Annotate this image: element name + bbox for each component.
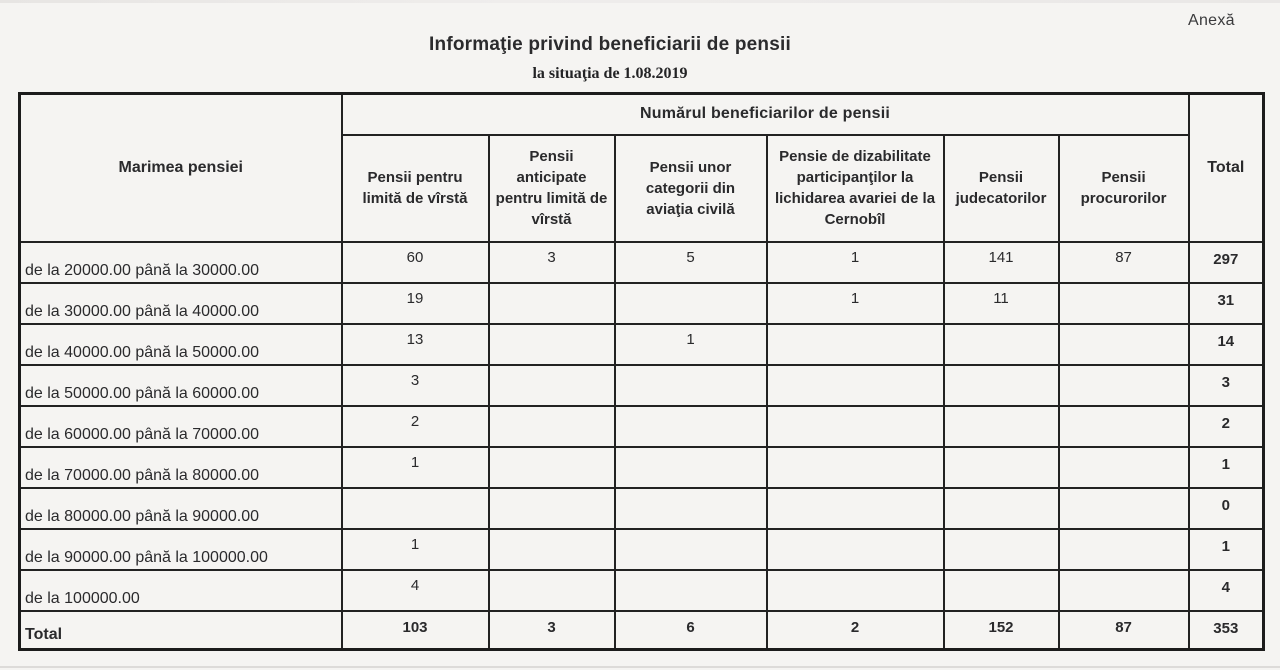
- value-cell-1: [489, 283, 615, 324]
- value-cell-1: 3: [489, 611, 615, 650]
- value-cell-0: 2: [342, 406, 489, 447]
- table-total-row: [20, 611, 1264, 650]
- row-total-cell: 353: [1189, 611, 1264, 650]
- value-cell-5: [1059, 324, 1189, 365]
- table-row: [20, 283, 1264, 324]
- value-cell-5: 87: [1059, 242, 1189, 283]
- table-row: [20, 406, 1264, 447]
- column-header-4: Pensii judecatorilor: [944, 135, 1059, 242]
- group-header-beneficiaries: Numărul beneficiarilor de pensii: [342, 94, 1189, 135]
- title-block: [0, 34, 1220, 83]
- value-cell-2: 5: [615, 242, 767, 283]
- value-cell-4: [944, 529, 1059, 570]
- value-cell-2: [615, 488, 767, 529]
- row-label-cell: de la 50000.00 până la 60000.00: [20, 365, 342, 406]
- value-cell-5: [1059, 570, 1189, 611]
- value-cell-2: [615, 283, 767, 324]
- row-total-cell: 2: [1189, 406, 1264, 447]
- row-label-cell: de la 90000.00 până la 100000.00: [20, 529, 342, 570]
- value-cell-1: [489, 324, 615, 365]
- value-cell-3: [767, 447, 944, 488]
- table-row: [20, 447, 1264, 488]
- column-header-0: Pensii pentru limită de vîrstă: [342, 135, 489, 242]
- value-cell-4: 141: [944, 242, 1059, 283]
- column-header-1: Pensii anticipate pentru limită de vîrstă: [489, 135, 615, 242]
- table-row: [20, 570, 1264, 611]
- table-row: [20, 365, 1264, 406]
- value-cell-3: [767, 570, 944, 611]
- header-row-group: [20, 94, 1264, 135]
- value-cell-4: [944, 570, 1059, 611]
- value-cell-0: [342, 488, 489, 529]
- value-cell-0: 103: [342, 611, 489, 650]
- value-cell-3: 1: [767, 283, 944, 324]
- total-row-label: Total: [20, 611, 342, 650]
- row-label-cell: de la 60000.00 până la 70000.00: [20, 406, 342, 447]
- value-cell-0: 19: [342, 283, 489, 324]
- row-label-cell: de la 80000.00 până la 90000.00: [20, 488, 342, 529]
- table-row: [20, 529, 1264, 570]
- value-cell-1: [489, 529, 615, 570]
- value-cell-4: [944, 447, 1059, 488]
- value-cell-2: [615, 406, 767, 447]
- value-cell-0: 1: [342, 447, 489, 488]
- value-cell-0: 60: [342, 242, 489, 283]
- value-cell-2: [615, 447, 767, 488]
- value-cell-4: [944, 365, 1059, 406]
- scan-bottom-edge: [0, 666, 1280, 668]
- column-header-3: Pensie de dizabilitate participanţilor la lichidarea avariei de la Cernobîl: [767, 135, 944, 242]
- value-cell-1: [489, 570, 615, 611]
- value-cell-0: 13: [342, 324, 489, 365]
- value-cell-3: 1: [767, 242, 944, 283]
- value-cell-1: [489, 447, 615, 488]
- annex-label: Anexă: [1188, 12, 1235, 29]
- value-cell-3: [767, 488, 944, 529]
- page-subtitle: la situaţia de 1.08.2019: [532, 65, 688, 82]
- value-cell-4: [944, 488, 1059, 529]
- value-cell-1: [489, 406, 615, 447]
- value-cell-1: [489, 488, 615, 529]
- value-cell-5: [1059, 365, 1189, 406]
- table-row: [20, 324, 1264, 365]
- table-row: [20, 242, 1264, 283]
- value-cell-3: [767, 529, 944, 570]
- row-total-cell: 14: [1189, 324, 1264, 365]
- row-total-cell: 4: [1189, 570, 1264, 611]
- table-body: [20, 242, 1264, 650]
- value-cell-5: 87: [1059, 611, 1189, 650]
- column-header-pension-size: Marimea pensiei: [20, 94, 342, 242]
- value-cell-2: [615, 529, 767, 570]
- value-cell-2: [615, 365, 767, 406]
- value-cell-5: [1059, 406, 1189, 447]
- value-cell-0: 1: [342, 529, 489, 570]
- value-cell-2: 1: [615, 324, 767, 365]
- value-cell-5: [1059, 529, 1189, 570]
- row-total-cell: 1: [1189, 447, 1264, 488]
- value-cell-2: [615, 570, 767, 611]
- value-cell-4: 152: [944, 611, 1059, 650]
- column-header-total: Total: [1189, 94, 1264, 242]
- row-total-cell: 0: [1189, 488, 1264, 529]
- value-cell-2: 6: [615, 611, 767, 650]
- value-cell-5: [1059, 447, 1189, 488]
- page-title: Informaţie privind beneficiarii de pensii: [429, 34, 791, 55]
- row-total-cell: 1: [1189, 529, 1264, 570]
- pension-table: [18, 92, 1265, 651]
- row-total-cell: 297: [1189, 242, 1264, 283]
- value-cell-4: [944, 406, 1059, 447]
- row-label-cell: de la 20000.00 până la 30000.00: [20, 242, 342, 283]
- value-cell-3: 2: [767, 611, 944, 650]
- row-label-cell: de la 40000.00 până la 50000.00: [20, 324, 342, 365]
- value-cell-3: [767, 406, 944, 447]
- scan-top-edge: [0, 0, 1280, 3]
- row-label-cell: de la 100000.00: [20, 570, 342, 611]
- row-total-cell: 31: [1189, 283, 1264, 324]
- value-cell-3: [767, 324, 944, 365]
- value-cell-0: 4: [342, 570, 489, 611]
- row-label-cell: de la 70000.00 până la 80000.00: [20, 447, 342, 488]
- column-header-2: Pensii unor categorii din aviaţia civilă: [615, 135, 767, 242]
- value-cell-4: [944, 324, 1059, 365]
- value-cell-1: 3: [489, 242, 615, 283]
- value-cell-5: [1059, 488, 1189, 529]
- table-row: [20, 488, 1264, 529]
- column-header-5: Pensii procurorilor: [1059, 135, 1189, 242]
- row-label-cell: de la 30000.00 până la 40000.00: [20, 283, 342, 324]
- value-cell-0: 3: [342, 365, 489, 406]
- row-total-cell: 3: [1189, 365, 1264, 406]
- value-cell-1: [489, 365, 615, 406]
- value-cell-3: [767, 365, 944, 406]
- value-cell-5: [1059, 283, 1189, 324]
- value-cell-4: 11: [944, 283, 1059, 324]
